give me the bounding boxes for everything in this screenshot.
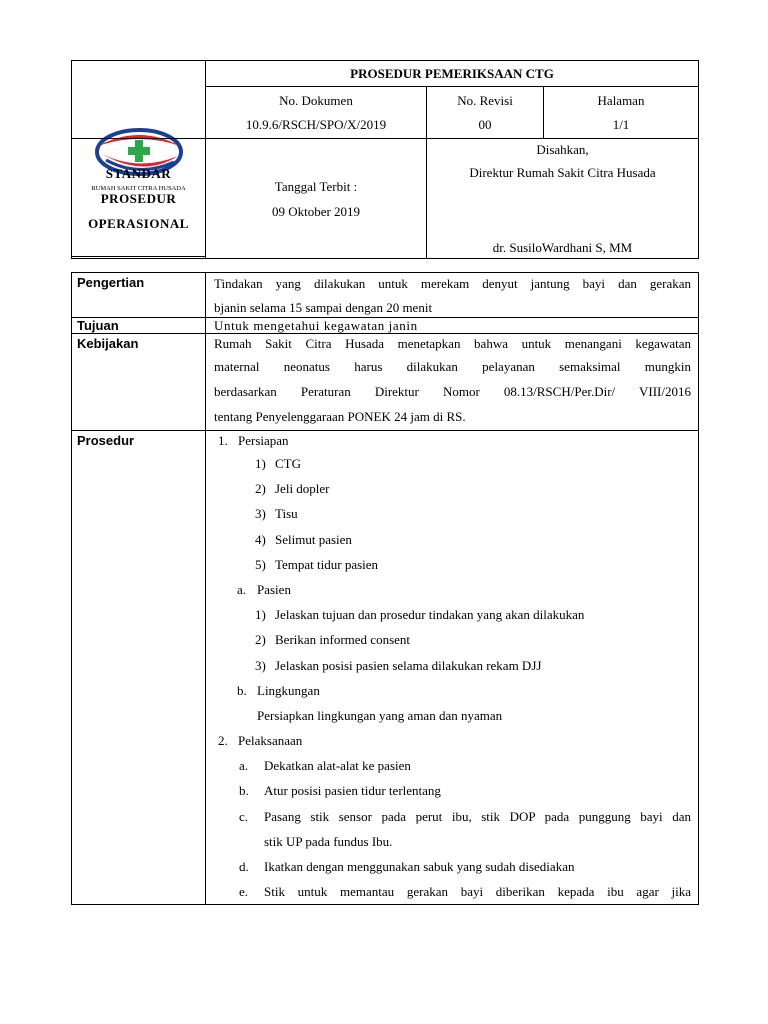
list-item: 5) Tempat tidur pasien [255, 556, 379, 572]
list-item: stik UP pada fundus Ibu. [264, 833, 393, 849]
pengertian-line-1: Tindakan yang dilakukan untuk merekam denyut jantung bayi dan gerakan [214, 276, 691, 291]
list-item: 1) CTG [255, 456, 301, 471]
page-cell [544, 87, 699, 139]
logo-caption: RUMAH SAKIT CITRA HUSADA [91, 185, 186, 192]
approved-name: dr. SusiloWardhani S, MM [492, 240, 633, 255]
sub-heading-lingkungan: b. Lingkungan [237, 682, 320, 698]
list-item: 4) Selimut pasien [255, 531, 352, 547]
kebijakan-line-1: Rumah Sakit Citra Husada menetapkan bahwa untuk menangani kegawatan [214, 336, 691, 351]
tujuan-label: Tujuan [72, 318, 206, 334]
issue-date-label: Tanggal Terbit : [274, 178, 358, 194]
kebijakan-label: Kebijakan [72, 334, 206, 431]
issue-date-value: 09 Oktober 2019 [271, 203, 361, 219]
list-item: b. Atur posisi pasien tidur terlentang [239, 783, 441, 799]
doc-number-label: No. Dokumen [279, 93, 353, 108]
page-label: Halaman [597, 93, 645, 108]
approval-cell [427, 139, 699, 259]
sop-line-2: PROSEDUR [100, 191, 177, 206]
tujuan-text: Untuk mengetahui kegawatan janin [214, 318, 418, 333]
list-item: 3) Tisu [255, 506, 298, 522]
sop-line-1: STANDAR [105, 166, 172, 181]
document-title: PROSEDUR PEMERIKSAAN CTG [206, 61, 699, 87]
step-2-heading: 2. Pelaksanaan [218, 733, 303, 749]
sop-label-cell [72, 139, 206, 259]
list-item: e. Stik untuk memantau gerakan bayi diberikan kepada ibu agar jika [239, 884, 691, 900]
pengertian-line-2: bjanin selama 15 sampai dengan 20 menit [214, 300, 433, 315]
pengertian-content [206, 273, 699, 318]
list-item: 2) Berikan informed consent [255, 632, 411, 648]
revision-label: No. Revisi [457, 93, 513, 108]
sub-heading-pasien: a. Pasien [237, 581, 291, 597]
list-item: d. Ikatkan dengan menggunakan sabuk yang sudah disediakan [239, 859, 575, 874]
page-value: 1/1 [612, 117, 630, 132]
doc-number-cell [206, 87, 427, 139]
pengertian-label: Pengertian [72, 273, 206, 318]
step-1-heading: 1. Persiapan [218, 433, 289, 448]
procedure-table [71, 272, 699, 905]
kebijakan-line-3: berdasarkan Peraturan Direktur Nomor 08.13/RSCH/Per.Dir/ VIII/2016 [214, 384, 691, 399]
list-item: 2) Jeli dopler [255, 481, 330, 497]
tujuan-content [206, 318, 699, 334]
list-item: a. Dekatkan alat-alat ke pasien [239, 758, 411, 774]
prosedur-content [206, 431, 699, 905]
revision-value: 00 [478, 117, 492, 132]
kebijakan-content [206, 334, 699, 431]
doc-number-value: 10.9.6/RSCH/SPO/X/2019 [245, 117, 387, 132]
approved-title: Direktur Rumah Sakit Citra Husada [469, 165, 656, 180]
document-header-lower [71, 138, 699, 259]
revision-cell [427, 87, 544, 139]
approved-label: Disahkan, [536, 142, 589, 157]
kebijakan-line-2: maternal neonatus harus dilakukan pelayanan semaksimal mungkin [214, 359, 691, 374]
lingkungan-text: Persiapkan lingkungan yang aman dan nyaman [257, 707, 503, 723]
kebijakan-line-4: tentang Penyelenggaraan PONEK 24 jam di RS. [214, 409, 466, 424]
prosedur-label: Prosedur [72, 431, 206, 905]
issue-date-cell [206, 139, 427, 259]
list-item: 3) Jelaskan posisi pasien selama dilakukan rekam DJJ [255, 657, 542, 673]
list-item: c. Pasang stik sensor pada perut ibu, stik DOP pada punggung bayi dan [239, 808, 691, 824]
list-item: 1) Jelaskan tujuan dan prosedur tindakan yang akan dilakukan [255, 607, 585, 623]
sop-line-3: OPERASIONAL [88, 216, 189, 231]
